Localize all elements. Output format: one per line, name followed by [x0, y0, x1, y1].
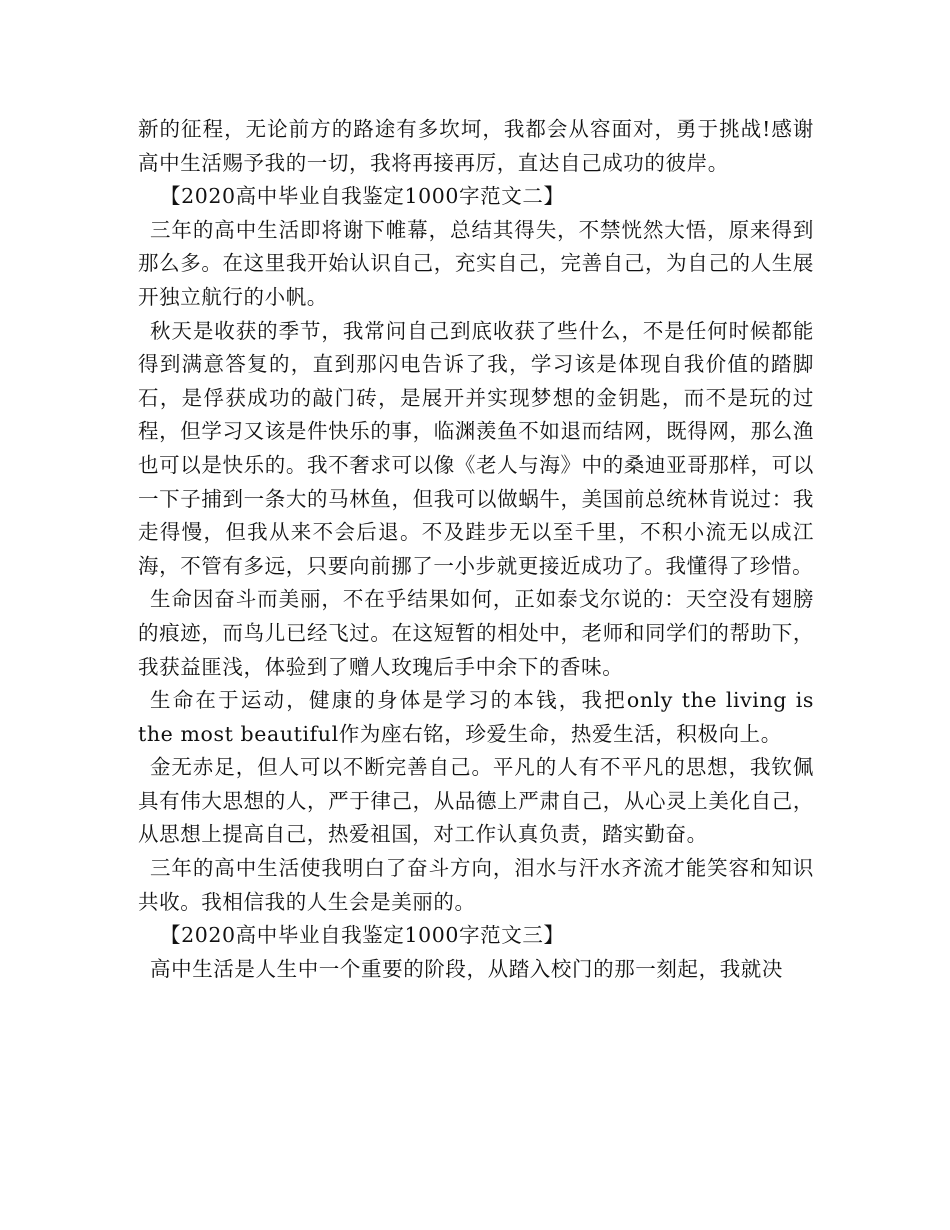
paragraph-opening-continuation: 新的征程，无论前方的路途有多坎坷，我都会从容面对，勇于挑战!感谢高中生活赐予我的一切，我将再接再厉，直达自己成功的彼岸。 — [138, 117, 814, 175]
paragraph-conclusion: 三年的高中生活使我明白了奋斗方向，泪水与汗水齐流才能笑容和知识共收。我相信我的人生会是美丽的。 — [138, 856, 814, 914]
section-heading-essay-three: 【2020高中毕业自我鉴定1000字范文三】 — [160, 923, 565, 948]
paragraph-three-years-summary: 三年的高中生活即将谢下帷幕，总结其得失，不禁恍然大悟，原来得到那么多。在这里我开始认识自己，充实自己，完善自己，为自己的人生展开独立航行的小帆。 — [138, 217, 814, 309]
paragraph-life-and-struggle: 生命因奋斗而美丽，不在乎结果如何，正如泰戈尔说的：天空没有翅膀的痕迹，而鸟儿已经飞过。在这短暂的相处中，老师和同学们的帮助下，我获益匪浅，体验到了赠人玫瑰后手中余下的香味。 — [138, 587, 814, 679]
document-body — [138, 113, 814, 986]
section-heading-essay-two: 【2020高中毕业自我鉴定1000字范文二】 — [160, 184, 565, 209]
paragraph-self-improvement: 金无赤足，但人可以不断完善自己。平凡的人有不平凡的思想，我钦佩具有伟大思想的人，严于律己，从品德上严肃自己，从心灵上美化自己，从思想上提高自己，热爱祖国，对工作认真负责，踏实勤奋。 — [138, 755, 814, 847]
paragraph-essay-three-start: 高中生活是人生中一个重要的阶段，从踏入校门的那一刻起，我就决 — [150, 956, 783, 981]
paragraph-autumn-harvest: 秋天是收获的季节，我常问自己到底收获了些什么，不是任何时候都能得到满意答复的，直到那闪电告诉了我，学习该是体现自我价值的踏脚石，是俘获成功的敲门砖，是展开并实现梦想的金钥匙，而不是玩的过程，但学习又该是件快乐的事，临渊羡鱼不如退而结网，既得网，那么渔也可以是快乐的。我不奢求可以像《老人与海》中的桑迪亚哥那样，可以一下子捕到一条大的马林鱼，但我可以做蜗牛，美国前总统林肯说过：我走得慢，但我从来不会后退。不及跬步无以至千里，不积小流无以成江海，不管有多远，只要向前挪了一小步就更接近成功了。我懂得了珍惜。 — [138, 318, 814, 578]
paragraph-health-motto: 生命在于运动，健康的身体是学习的本钱，我把only the living is the most beautiful作为座右铭，珍爱生命，热爱生活，积极向上。 — [138, 688, 814, 746]
